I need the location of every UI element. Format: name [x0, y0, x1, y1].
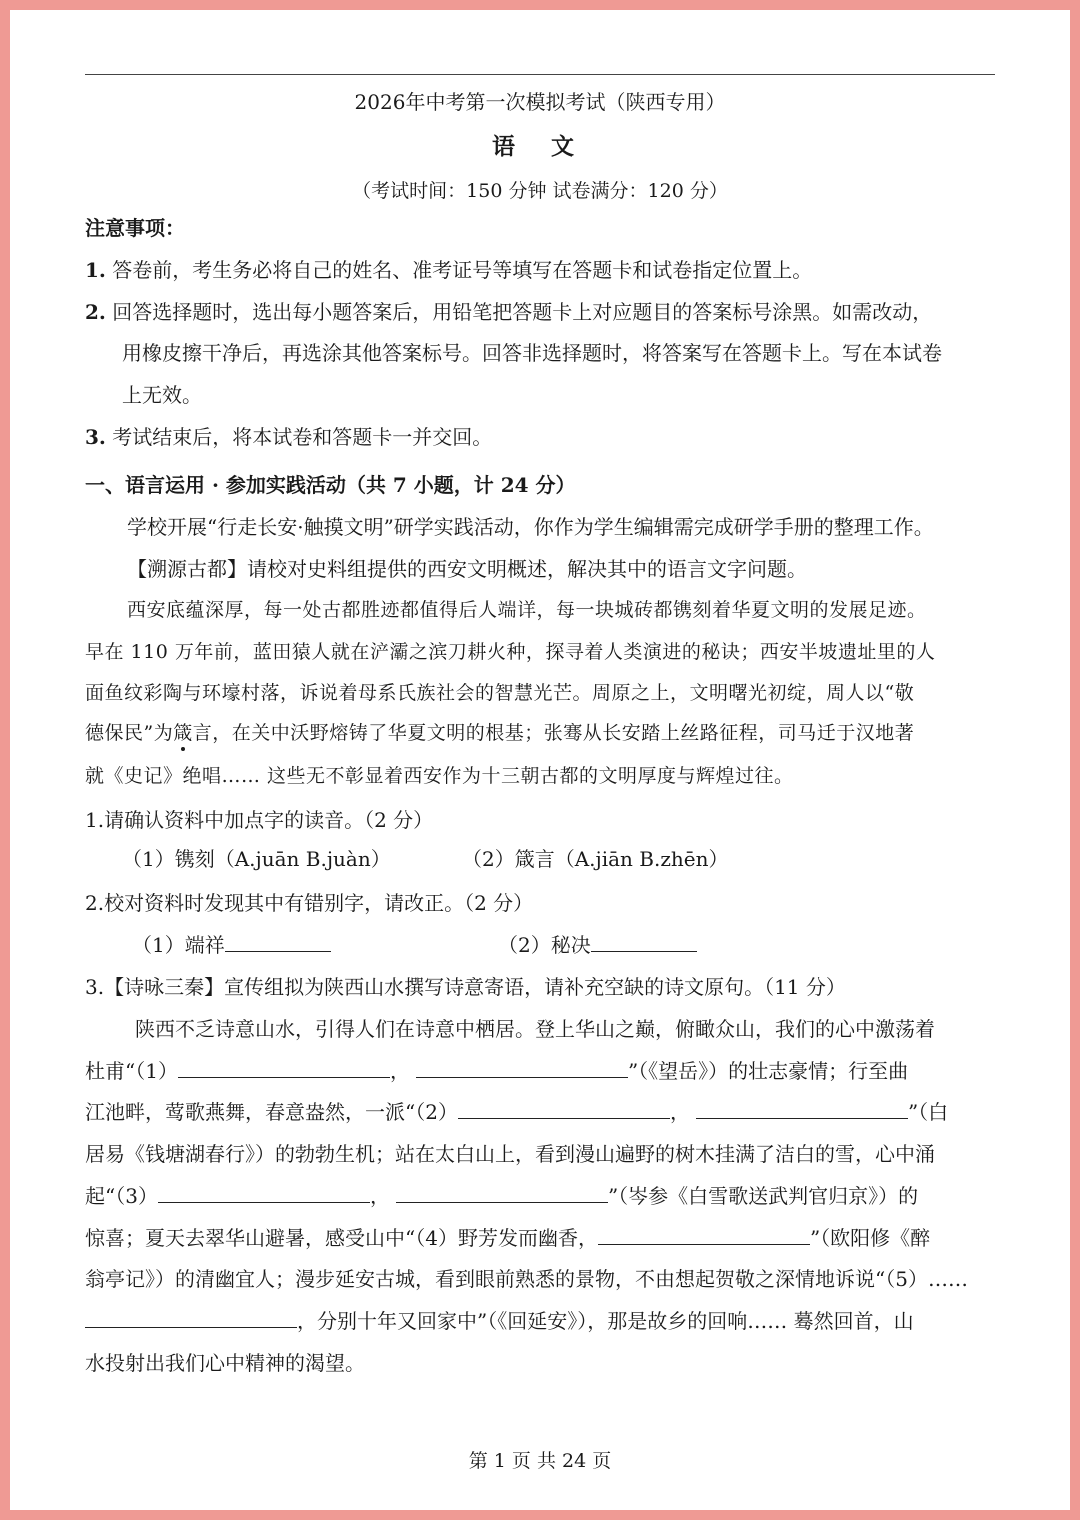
note-item-2-line3: 上无效。 [122, 383, 202, 407]
note-num: 3. [85, 425, 106, 449]
q1-option-1: （1）镌刻（A.juān B.juàn） [122, 847, 391, 871]
q3-text: ”（欧阳修《醉 [809, 1226, 931, 1250]
answer-blank[interactable] [225, 933, 331, 952]
passage-text: 言，在关中沃野熔铸了华夏文明的根基；张骞从长安踏上丝路征程，司马迁于汉地著 [192, 722, 915, 744]
passage-line-5: 就《史记》绝唱…… 这些无不彰显着西安作为十三朝古都的文明厚度与辉煌过往。 [85, 765, 794, 787]
q3-line-4: 居易《钱塘湖春行》）的勃勃生机；站在太白山上，看到漫山遍野的树木挂满了洁白的雪，心中涌 [85, 1142, 935, 1166]
section-intro: 学校开展“行走长安·触摸文明”研学实践活动，你作为学生编辑需完成研学手册的整理工作。 [127, 515, 934, 539]
q2-item-2 [498, 929, 697, 958]
note-item-2-line2: 用橡皮擦干净后，再选涂其他答案标号。回答非选择题时，将答案写在答题卡上。写在本试卷 [122, 341, 942, 365]
passage-line-4 [85, 718, 914, 745]
exam-title: 2026年中考第一次模拟考试（陕西专用） [354, 90, 726, 114]
section-task: 【溯源古都】请校对史料组提供的西安文明概述，解决其中的语言文字问题。 [127, 557, 807, 581]
answer-blank[interactable] [85, 1309, 297, 1328]
passage-line-2: 早在 110 万年前，蓝田猿人就在浐灞之滨刀耕火种，探寻着人类演进的秘诀；西安半坡遗址里的人 [85, 641, 936, 663]
answer-blank[interactable] [178, 1059, 390, 1078]
note-text: 答卷前，考生务必将自己的姓名、准考证号等填写在答题卡和试卷指定位置上。 [112, 258, 813, 282]
passage-line-3: 面鱼纹彩陶与环壕村落，诉说着母系氏族社会的智慧光芒。周原之上，文明曙光初绽，周人以“敬 [85, 682, 915, 704]
top-rule [85, 74, 995, 75]
q3-text: ， [669, 1100, 690, 1124]
notes-heading: 注意事项： [85, 216, 185, 240]
q3-text: 惊喜；夏天去翠华山避暑，感受山中“（4）野芳发而幽香， [85, 1226, 598, 1250]
answer-blank[interactable] [396, 1184, 608, 1203]
answer-blank[interactable] [696, 1100, 908, 1119]
q3-text: ”（岑参《白雪歌送武判官归京》）的 [607, 1184, 919, 1208]
note-item-1 [85, 254, 812, 283]
q3-text: ”（《望岳》）的壮志豪情；行至曲 [627, 1059, 909, 1083]
passage-line-1: 西安底蕴深厚，每一处古都胜迹都值得后人端详，每一块城砖都镌刻着华夏文明的发展足迹。 [127, 599, 927, 621]
q3-line-6 [85, 1222, 930, 1251]
subject-title: 语 文 [491, 133, 588, 160]
q2-item-label: （1）端祥 [132, 933, 225, 957]
dotted-char: 箴 [173, 722, 193, 744]
q3-line-7: 翁亭记》）的清幽宜人；漫步延安古城，看到眼前熟悉的景物，不由想起贺敬之深情地诉说“（5）…… [85, 1267, 968, 1291]
note-num: 2. [85, 300, 106, 324]
note-num: 1. [85, 258, 106, 282]
q3-stem: 3.【诗咏三秦】宣传组拟为陕西山水撰写诗意寄语，请补充空缺的诗文原句。（11 分） [85, 975, 846, 999]
answer-blank[interactable] [416, 1059, 628, 1078]
q3-text: ，分别十年又回家中”（《回延安》），那是故乡的回响…… 蓦然回首，山 [297, 1309, 914, 1333]
q3-line-2 [85, 1055, 908, 1084]
time-info: （考试时间：150 分钟 试卷满分：120 分） [352, 180, 728, 202]
q3-text: ， [369, 1184, 390, 1208]
note-item-3 [85, 421, 492, 450]
q3-line-9: 水投射出我们心中精神的渴望。 [85, 1351, 365, 1375]
passage-text: 德保民”为 [85, 722, 174, 744]
note-item-2 [85, 296, 932, 325]
exam-page [10, 10, 1070, 1510]
q3-text: ， [389, 1059, 410, 1083]
q2-item-label: （2）秘决 [498, 933, 591, 957]
page-footer: 第 1 页 共 24 页 [468, 1450, 612, 1472]
q3-line-3 [85, 1096, 948, 1125]
q3-line-8 [85, 1305, 914, 1334]
note-text: 考试结束后，将本试卷和答题卡一并交回。 [112, 425, 493, 449]
q3-line-5 [85, 1180, 918, 1209]
q3-line-1: 陕西不乏诗意山水，引得人们在诗意中栖居。登上华山之巅，俯瞰众山，我们的心中激荡着 [135, 1017, 935, 1041]
answer-blank[interactable] [598, 1226, 810, 1245]
section-heading: 一、语言运用 · 参加实践活动（共 7 小题，计 24 分） [85, 473, 576, 497]
answer-blank[interactable] [158, 1184, 370, 1203]
q1-option-2: （2）箴言（A.jiān B.zhēn） [462, 847, 729, 871]
note-text: 回答选择题时，选出每小题答案后，用铅笔把答题卡上对应题目的答案标号涂黑。如需改动， [112, 300, 933, 324]
q3-text: ”（白 [907, 1100, 949, 1124]
answer-blank[interactable] [458, 1100, 670, 1119]
q2-item-1 [132, 929, 331, 958]
q1-stem: 1.请确认资料中加点字的读音。（2 分） [85, 808, 434, 832]
q3-text: 起“（3） [85, 1184, 158, 1208]
q2-stem: 2.校对资料时发现其中有错别字，请改正。（2 分） [85, 891, 534, 915]
q3-text: 杜甫“（1） [85, 1059, 178, 1083]
q3-text: 江池畔，莺歌燕舞，春意盎然，一派“（2） [85, 1100, 458, 1124]
answer-blank[interactable] [591, 933, 697, 952]
